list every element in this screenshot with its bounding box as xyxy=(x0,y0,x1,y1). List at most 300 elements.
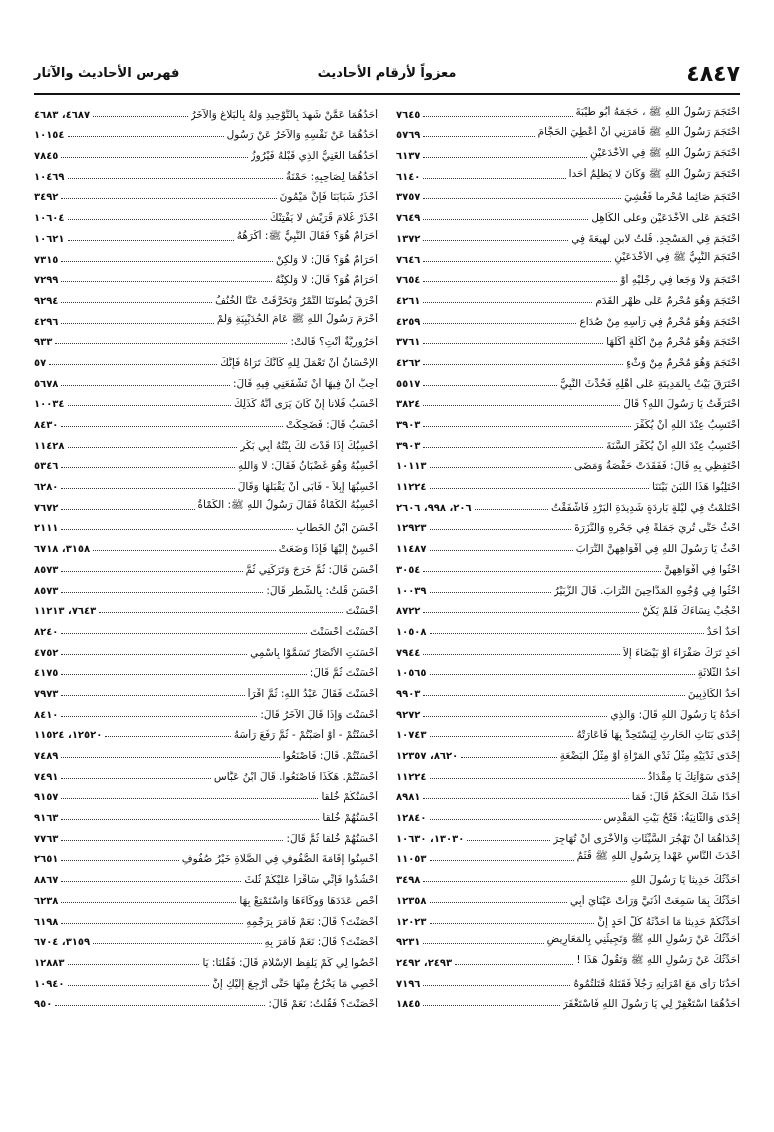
left-column xyxy=(34,100,378,1010)
hadith-incipit: أَحْصَنْتَ؟ قَالَ: نَعَمْ فَأَمَرَ بِرَجْمِهِ xyxy=(246,915,378,928)
index-entry xyxy=(396,679,740,700)
hadith-number: ٦١٣٧ xyxy=(396,151,421,163)
dot-leader xyxy=(61,466,235,468)
index-entry xyxy=(34,845,378,866)
dot-leader xyxy=(423,694,684,696)
header-divider xyxy=(34,93,740,95)
dot-leader xyxy=(475,508,548,510)
hadith-incipit: أَحَرَامٌ هُوَ؟ قَالَ: لَا وَلَكِنَّهُ xyxy=(275,274,378,287)
index-entry xyxy=(396,162,740,183)
index-entry xyxy=(34,203,378,224)
dot-leader xyxy=(61,260,273,262)
hadith-number: ١٢٨٤٠ xyxy=(396,813,427,825)
hadith-number: ٧٦٤٥ xyxy=(396,109,421,121)
hadith-number: ١٠١١٣ xyxy=(396,461,427,473)
hadith-incipit: أَحْسَنَ ابْنُ الْخَطَّابِ xyxy=(296,522,378,535)
index-entry xyxy=(396,534,740,555)
hadith-incipit: أَحَدُ الثَّلاثَةِ xyxy=(697,667,740,680)
index-entry xyxy=(34,514,378,535)
dot-leader xyxy=(430,735,574,737)
hadith-incipit: احْتَجَمَ وَهُوَ مُحْرِمٌ مِنْ أَكْلَةٍ أَكَلَهَا xyxy=(606,336,740,349)
hadith-number: ٦١٩٨ xyxy=(34,916,59,928)
dot-leader xyxy=(61,197,276,199)
dot-leader xyxy=(423,135,534,137)
hadith-number: ١٠١٥٤ xyxy=(34,130,65,142)
dot-leader xyxy=(61,591,263,593)
dot-leader xyxy=(61,508,194,510)
index-entry xyxy=(34,410,378,431)
hadith-incipit: احْتَجَمَ رَسُولُ اللَّهِ ﷺ وَكَانَ لَا يَظْلِمُ أَحَداً xyxy=(568,167,740,180)
dot-leader xyxy=(68,984,210,986)
hadith-number: ٦٢٨٠ xyxy=(34,482,59,494)
hadith-number: ٤٢٦٢ xyxy=(396,357,421,369)
index-entry xyxy=(396,224,740,245)
dot-leader xyxy=(423,197,621,199)
dot-leader xyxy=(61,156,247,158)
index-entry xyxy=(396,638,740,659)
hadith-incipit: أَحْسَنَتِ الأَنْصَارُ تَسَمَّوْا بِاسْمِي xyxy=(250,646,378,659)
dot-leader xyxy=(423,156,587,158)
hadith-incipit: أَحْسِنُوا إِقَامَةَ الصُّفُوفِ فِي الصَّلَاةِ خَيْرُ صُفُوفِ xyxy=(181,853,378,866)
dot-leader xyxy=(61,839,283,841)
hadith-number: ٥٥١٧ xyxy=(396,378,421,390)
hadith-number: ٤٧٥٢ xyxy=(34,647,59,659)
dot-leader xyxy=(93,942,261,944)
hadith-incipit: احْتَجَمَ وَهُوَ مُحْرِمٌ مِنْ وَثْءٍ xyxy=(626,356,740,369)
hadith-incipit: أَحَدُنَا رَأَى مَعَ امْرَأَتِهِ رَجُلاً فَقَتَلَهُ قَتَلْتُمُوهُ xyxy=(573,977,740,990)
hadith-number: ٣٩٠٣ xyxy=(396,420,421,431)
dot-leader xyxy=(61,777,211,779)
hadith-number: ٧٦٧٢ xyxy=(34,502,59,514)
dot-leader xyxy=(61,797,318,799)
hadith-number: ٣١٥٨، ٦٧١٨ xyxy=(34,544,91,556)
index-entry xyxy=(396,700,740,721)
hadith-number: ٩٢٣١ xyxy=(396,937,421,949)
index-entry xyxy=(396,493,740,514)
hadith-incipit: أَحْسِبُهَا إِبِلاً - فَأَبَى أَنْ يَقْبَلَهَا وَقَالَ xyxy=(237,481,378,494)
hadith-number: ٩٢٩٤ xyxy=(34,295,59,307)
hadith-number: ١١٢٢٤ xyxy=(396,482,427,494)
hadith-incipit: احْتَلِبُوا هَذَا اللَّبَنَ بَيْنَنَا xyxy=(652,481,740,494)
hadith-incipit: أَحْدَثَ النَّاسِ عَهْداً بِرَسُولِ اللَّهِ ﷺ قُثَمُ xyxy=(576,850,740,863)
hadith-incipit: احْتَجَمَ رَسُولُ اللَّهِ ﷺ ، حَجَمَهُ أَبُو طَيْبَةَ xyxy=(575,105,740,118)
hadith-number: ١٢٥٢٠، ١١٥٢٤ xyxy=(34,730,103,742)
dot-leader xyxy=(423,280,617,282)
index-entry xyxy=(396,783,740,804)
index-entry xyxy=(396,307,740,328)
hadith-number: ١٠٧٤٣ xyxy=(396,730,427,742)
hadith-incipit: أَحَدُهُمَا عَمَّنْ شَهِدَ بِالتَّوْحِيدِ وَلَهُ بِالْبَلَاغِ وَالآخَرُ xyxy=(190,108,378,121)
dot-leader xyxy=(423,322,576,324)
hadith-number: ٧١٩٦ xyxy=(396,978,421,990)
hadith-incipit: أُحَدِّثُكُمْ حَدِيثاً مَا أَحَدَّثَهُ كُلَّ أَحَدٍ إِنَّ xyxy=(597,915,740,928)
dot-leader xyxy=(423,1004,559,1006)
hadith-number: ٤٦٨٧، ٤٦٨٣ xyxy=(34,109,91,121)
index-entry xyxy=(34,328,378,349)
hadith-number: ٣٤٩٨ xyxy=(396,875,421,887)
hadith-number: ٦١٤٠ xyxy=(396,171,421,183)
hadith-incipit: أَحْصَنْتَ؟ قَالَ: نَعَمْ فَأَمَرَ بِهِ xyxy=(264,936,378,949)
hadith-number: ٧٧٦٣ xyxy=(34,833,59,845)
hadith-number: ١٠٦٠٤ xyxy=(34,213,65,225)
hadith-incipit: أَحَدًا شَكَّ الْحَكَمُ قَالَ: فَمَا xyxy=(631,791,740,804)
hadith-incipit: أَحْسَنْتُمْ. قَالَ: فَاصْنَعُوا xyxy=(282,750,378,762)
dot-leader xyxy=(61,715,257,717)
hadith-incipit: أَحْذَرُ شَبَابَنَا فَإِنَّ مَيْمُونَ xyxy=(279,191,378,204)
hadith-incipit: أَحَدُهُمَا اسْتَغْفِرْ لِي يَا رَسُولَ اللَّهِ فَاسْتَغْفَرَ xyxy=(562,998,740,1011)
hadith-incipit: إِحْدَاهُمَا أَنْ تَهْجُرَ السَّيِّئَاتِ وَالأُخْرَى أَنْ تُهَاجِرَ xyxy=(553,832,740,845)
hadith-incipit: أَحْصُوا لِي كَمْ يَلْفِظُ الإِسْلَامَ قَالَ: فَقُلْنَا: يَا xyxy=(202,956,378,969)
index-entry xyxy=(396,100,740,121)
hadith-number: ٣٨٢٤ xyxy=(396,399,421,411)
index-entry xyxy=(396,886,740,907)
hadith-incipit: أَحَدُهُمَا عَنْ نَفْسِهِ وَالآخَرُ عَنْ رَسُولِ xyxy=(226,129,378,142)
hadith-incipit: احْتَجَمَ وَهُوَ مُحْرِمٌ عَلَى ظَهْرِ الْقَدَمِ xyxy=(595,294,740,307)
dot-leader xyxy=(423,653,619,655)
hadith-number: ٨٢٤٠ xyxy=(34,626,59,638)
dot-leader xyxy=(430,591,551,593)
hadith-incipit: أَحْصَنْتَ؟ فَقُلْتُ: نَعَمْ قَالَ: xyxy=(268,998,378,1011)
index-entry xyxy=(34,493,378,514)
index-entry xyxy=(34,452,378,473)
dot-leader xyxy=(61,528,293,530)
hadith-number: ١٣٧٢ xyxy=(396,233,421,245)
index-entry xyxy=(396,969,740,990)
dot-leader xyxy=(68,446,238,448)
index-entry xyxy=(396,472,740,493)
index-entry xyxy=(34,824,378,845)
hadith-number: ٩٥٠ xyxy=(34,999,53,1011)
hadith-number: ١٠٤٦٩ xyxy=(34,171,65,183)
dot-leader xyxy=(99,611,343,613)
dot-leader xyxy=(61,280,272,282)
hadith-incipit: أَحَدُهُ يَا رَسُولَ اللَّهِ قَالَ: وَالَّذِي xyxy=(610,708,740,721)
index-entry xyxy=(34,534,378,555)
dot-leader xyxy=(61,487,234,489)
hadith-incipit: الإِحْسَانُ أَنْ تَعْمَلَ لِلَّهِ كَأَنَّكَ تَرَاهُ فَإِنَّكَ xyxy=(220,356,378,369)
index-entry xyxy=(396,824,740,845)
section-title: معزواً لأرقام الأحاديث xyxy=(317,66,457,81)
index-entry xyxy=(396,659,740,680)
dot-leader xyxy=(61,818,319,820)
hadith-number: ٤٢٥٩ xyxy=(396,316,421,328)
hadith-incipit: أَحْسَنْتَ ثُمَّ قَالَ: xyxy=(309,667,378,680)
dot-leader xyxy=(423,570,661,572)
index-entry xyxy=(34,390,378,411)
index-entry xyxy=(396,990,740,1011)
hadith-incipit: أَحَرَامٌ هُوَ؟ قَالَ: لَا وَلَكِنْ xyxy=(276,253,378,266)
dot-leader xyxy=(430,777,645,779)
hadith-incipit: أَحْسَبُ قَالَ: فَضَحِكَتْ xyxy=(285,419,378,431)
hadith-incipit: أَحَدٍ تَرَكَ صَفْرَاءَ أَوْ بَيْضَاءَ إِلاَّ xyxy=(622,646,740,659)
hadith-number: ٤١٧٥ xyxy=(34,668,59,680)
hadith-number: ٤٢٩٦ xyxy=(34,316,59,328)
hadith-incipit: أَحْصِ عَدَدَهَا وَوِكَاءَهَا وَاسْتَمْتِعْ بِهَا xyxy=(239,894,378,907)
hadith-number: ٣٠٥٤ xyxy=(396,564,421,576)
index-entry xyxy=(396,576,740,597)
hadith-number: ٤٢٦١ xyxy=(396,295,421,307)
dot-leader xyxy=(55,342,287,344)
hadith-number: ٧٦٤٩ xyxy=(396,213,421,225)
hadith-number: ٧٨٤٥ xyxy=(34,151,59,163)
index-entry xyxy=(34,100,378,121)
hadith-incipit: احْتَرَقَ بَيْتٌ بِالْمَدِينَةِ عَلَى أَهْلِهِ فَحُدِّثَ النَّبِيُّ xyxy=(559,377,740,390)
dot-leader xyxy=(423,384,557,386)
hadith-number: ٥٧ xyxy=(34,357,47,369)
index-entry xyxy=(396,328,740,349)
hadith-incipit: أَحْرَمَ رَسُولُ اللَّهِ ﷺ عَامَ الْحُدَيْبِيَةِ وَلَمْ xyxy=(216,312,378,325)
index-entry xyxy=(396,741,740,762)
hadith-incipit: أَحَدُ الْكَاذِبِينَ xyxy=(687,687,740,700)
hadith-incipit: إِحْدَى ثَدْيَيْهِ مِثْلُ ثَدْيِ الْمَرْأَةِ أَوْ مِثْلُ الْبَضْعَةِ xyxy=(559,750,740,762)
hadith-number: ٧٤٨٩ xyxy=(34,751,59,762)
index-entry xyxy=(34,721,378,742)
page-header xyxy=(34,62,740,90)
index-entry xyxy=(34,990,378,1011)
dot-leader xyxy=(61,901,236,903)
index-entry xyxy=(34,431,378,452)
hadith-number: ٩١٥٧ xyxy=(34,792,59,804)
dot-leader xyxy=(423,611,639,613)
index-entry xyxy=(396,948,740,969)
dot-leader xyxy=(68,404,231,406)
dot-leader xyxy=(430,901,567,903)
hadith-incipit: احْجُبْ نِسَاءَكَ فَلَمْ يَكُنْ xyxy=(642,605,740,618)
hadith-incipit: أَحْسَنُهُمْ خُلُقاً ثُمَّ قَالَ: xyxy=(286,832,378,845)
hadith-number: ١١٢٢٤ xyxy=(396,771,427,783)
index-entry xyxy=(34,141,378,162)
hadith-incipit: احْتَجَمَ وَلَا وَجَعاً فِي رِجْلَيْهِ أَوْ xyxy=(620,274,740,287)
hadith-number: ٩٢٧٢ xyxy=(396,709,421,721)
hadith-incipit: أُحَدِّثُكَ عَنْ رَسُولِ اللَّهِ ﷺ وَتَقُولُ هَذَا ! xyxy=(576,953,740,966)
hadith-number: ٧٦٤٦ xyxy=(396,254,421,266)
right-column xyxy=(396,100,740,1010)
dot-leader xyxy=(61,922,243,924)
dot-leader xyxy=(423,984,570,986)
index-entry xyxy=(34,183,378,204)
index-entry xyxy=(34,555,378,576)
hadith-number: ١٠٩٤٠ xyxy=(34,978,65,990)
dot-leader xyxy=(49,363,217,365)
dot-leader xyxy=(61,570,242,572)
dot-leader xyxy=(61,673,306,675)
hadith-number: ٧٩٧٣ xyxy=(34,688,59,700)
hadith-incipit: أُحَدِّثُكَ عَنْ رَسُولِ اللَّهِ ﷺ وَتَجِيئُنِي بِالْمَعَارِيضِ xyxy=(546,933,740,946)
hadith-incipit: احْتَجَمَ فِي الْمَسْجِدِ. قُلْتُ لابن لَهِيعَةَ فِي xyxy=(571,232,740,245)
hadith-number: ١٢٨٨٣ xyxy=(34,957,65,969)
hadith-number: ٧٦٥٤ xyxy=(396,275,421,287)
hadith-incipit: أُحَدِّثُكَ بِمَا سَمِعَتْ أُذُنَيَّ وَرَأَتْ عَيْنَايَ أَبِي xyxy=(570,894,740,907)
index-entry xyxy=(34,659,378,680)
dot-leader xyxy=(467,839,550,841)
index-entry xyxy=(34,597,378,618)
index-entry xyxy=(34,886,378,907)
index-entry xyxy=(34,617,378,638)
hadith-incipit: إِحْدَى بَنَاتِ الْحَارِثِ لِيَسْتَحِدَّ بِهَا فَأَعَارَتْهُ xyxy=(576,729,740,742)
dot-leader xyxy=(55,1004,265,1006)
index-entry xyxy=(396,597,740,618)
dot-leader xyxy=(430,549,573,551)
hadith-number: ٧٤٩١ xyxy=(34,771,59,783)
hadith-number: ٨٤٣٠ xyxy=(34,420,59,431)
dot-leader xyxy=(68,963,200,965)
dot-leader xyxy=(61,756,279,758)
index-entry xyxy=(34,928,378,949)
index-entry xyxy=(396,286,740,307)
dot-leader xyxy=(430,528,572,530)
hadith-incipit: أَحْسِنْ إِلَيْهَا فَإِذَا وَضَعَتْ xyxy=(278,543,378,556)
dot-leader xyxy=(455,963,573,965)
hadith-incipit: احْثُوا فِي أَفْوَاهِهِنَّ xyxy=(663,563,740,576)
index-entry xyxy=(34,245,378,266)
dot-leader xyxy=(423,880,627,882)
dot-leader xyxy=(461,756,556,758)
dot-leader xyxy=(430,922,595,924)
index-entry xyxy=(34,865,378,886)
hadith-incipit: أَحْتَسِبُ عِنْدَ اللَّهِ أَنْ يُكَفِّرَ xyxy=(633,419,740,431)
hadith-number: ٥٧٦٩ xyxy=(396,130,421,142)
hadith-incipit: احْتَجَمَ رَسُولُ اللَّهِ ﷺ فَأَمَرَنِي أَنْ أُعْطِيَ الْحَجَّامَ xyxy=(537,126,740,139)
dot-leader xyxy=(61,880,241,882)
hadith-number: ١١٤٢٨ xyxy=(34,440,65,452)
dot-leader xyxy=(61,301,212,303)
index-entry xyxy=(396,369,740,390)
dot-leader xyxy=(423,115,572,117)
dot-leader xyxy=(423,446,603,448)
hadith-incipit: إِحْدَى وَالثَّانِيَةُ: فَتْحُ بَيْتِ الْمَقْدِسِ xyxy=(603,812,740,825)
hadith-number: ٦٢٣٨ xyxy=(34,895,59,907)
index-entry xyxy=(34,803,378,824)
index-entry xyxy=(34,576,378,597)
dot-leader xyxy=(68,177,283,179)
hadith-incipit: احْتَفِظِي بِهِ قَالَ: فَفَقَدَتْ حَفْصَةُ وَمَضَى xyxy=(573,460,740,473)
hadith-number: ١٠٦٢١ xyxy=(34,233,65,245)
hadith-number: ٣٩٠٣ xyxy=(396,440,421,452)
hadith-number: ١٣٠٣٠، ١٠٦٣٠ xyxy=(396,833,465,845)
hadith-number: ٧٦٤٣، ١١٢١٣ xyxy=(34,606,97,618)
dot-leader xyxy=(423,715,607,717)
page-number: ٤٨٤٧ xyxy=(686,62,740,87)
hadith-number: ٧٣١٥ xyxy=(34,254,59,266)
hadith-number: ٢١١١ xyxy=(34,523,59,535)
hadith-incipit: احْتَلَمْتُ فِي لَيْلَةٍ بَارِدَةٍ شَدِيدَةِ الْبَرْدِ فَأَشْفَقْتُ xyxy=(550,501,740,514)
hadith-incipit: أَحْسَبُ فُلَاناً إِنْ كَانَ يَرَى أَنَّهُ كَذَلِكَ xyxy=(233,398,378,411)
hadith-number: ١٠٠٣٩ xyxy=(396,585,427,597)
index-entry xyxy=(34,348,378,369)
dot-leader xyxy=(105,735,230,737)
hadith-incipit: أُحِبُّ أَنْ فِيهَا أَنْ تَشْفَعَنِي فِيهِ قَالَ: xyxy=(232,377,378,390)
hadith-number: ٨٥٧٣ xyxy=(34,564,59,576)
hadith-incipit: احْتَرَقْتُ يَا رَسُولَ اللَّهِ؟ قَالَ xyxy=(623,398,740,411)
book-title: فهرس الأحاديث والآثار xyxy=(34,66,180,81)
dot-leader xyxy=(423,942,543,944)
hadith-number: ١٢٣٥٨ xyxy=(396,895,427,907)
hadith-incipit: احْشُدُوا فَإِنِّي سَأَقْرَأُ عَلَيْكُمْ ثُلُثَ xyxy=(244,874,378,887)
index-entry xyxy=(396,721,740,742)
hadith-incipit: احْثُ حَتَّى تُرِيَ جَمَلَةً فِي جَحْرِهِ وَالنَّزَرَةَ xyxy=(574,522,740,535)
hadith-number: ٨٩٨١ xyxy=(396,792,421,804)
hadith-number: ٩١٦٣ xyxy=(34,813,59,825)
index-entry xyxy=(34,762,378,783)
index-entry xyxy=(396,928,740,949)
hadith-number: ٢٦٥١ xyxy=(34,854,59,866)
hadith-incipit: أَحْسَنْتَ أَحْسَنْتَ xyxy=(310,625,378,638)
index-entry xyxy=(34,679,378,700)
hadith-incipit: أَحَدُهُمَا الْغَنِيُّ الَّذِي قَبْلَهُ فَيْرُوزُ xyxy=(250,150,378,163)
index-entry xyxy=(396,514,740,535)
hadith-incipit: أَحْسَنَ قَالَ: ثُمَّ خَرَجَ وَتَرَكَنِي ثُمَّ xyxy=(245,563,378,576)
index-entry xyxy=(34,907,378,928)
index-entry xyxy=(396,203,740,224)
index-entry xyxy=(34,700,378,721)
index-entry xyxy=(396,762,740,783)
dot-leader xyxy=(423,363,623,365)
hadith-number: ١٢٩٢٣ xyxy=(396,523,427,535)
hadith-number: ١٨٤٥ xyxy=(396,999,421,1011)
index-entry xyxy=(34,948,378,969)
hadith-number: ٩٩٠٣ xyxy=(396,688,421,700)
hadith-incipit: احْتَجَمَ رَسُولُ اللَّهِ ﷺ فِي الأَخْدَعَيْنِ xyxy=(590,147,740,160)
hadith-number: ١٠٥٦٥ xyxy=(396,668,427,680)
hadith-incipit: أَحَرَامٌ هُوَ؟ فَقَالَ النَّبِيُّ ﷺ: أَكْرَهُهُ xyxy=(236,229,378,242)
hadith-number: ٧٩٤٤ xyxy=(396,647,421,659)
index-entry xyxy=(34,741,378,762)
hadith-incipit: احْتَجَمَ النَّبِيُّ ﷺ فِي الأَخْدَعَيْنِ xyxy=(614,250,740,263)
hadith-incipit: أُحَدِّثُكَ حَدِيثاً يَا رَسُولَ اللَّهِ xyxy=(630,874,740,887)
dot-leader xyxy=(68,239,234,241)
index-entry xyxy=(34,783,378,804)
hadith-number: ٨٥٧٣ xyxy=(34,585,59,597)
hadith-number: ١٠٥٠٨ xyxy=(396,626,427,638)
index-entry xyxy=(396,141,740,162)
hadith-number: ٧٢٩٩ xyxy=(34,275,59,287)
index-entry xyxy=(396,410,740,431)
index-entry xyxy=(396,555,740,576)
index-entry xyxy=(34,286,378,307)
hadith-number: ١١٠٥٣ xyxy=(396,854,427,866)
hadith-incipit: أَحْسَنْتَ xyxy=(345,605,378,618)
dot-leader xyxy=(68,218,267,220)
dot-leader xyxy=(61,632,307,634)
hadith-incipit: أَحْسِبُكَ إِذَا قَدْتَ لَكَ بِنْتُهُ أَبِي بَكْرٍ xyxy=(240,439,378,452)
dot-leader xyxy=(423,404,620,406)
hadith-number: ٢٠٦، ٩٩٨، ٢٦٠٦ xyxy=(396,502,472,514)
hadith-incipit: أَحْصِي مَا يَخْرُجُ مِنْهَا حَتَّى أَرْجِعَ إِلَيْكِ إِنَّ xyxy=(212,977,378,990)
hadith-number: ١٢٠٢٣ xyxy=(396,916,427,928)
hadith-incipit: احْثُ يَا رَسُولَ اللَّهِ فِي أَفْوَاهِهِنَّ التُّرَابَ xyxy=(575,543,740,556)
index-entry xyxy=(396,865,740,886)
dot-leader xyxy=(423,218,588,220)
hadith-incipit: أَحْسَنُكُمْ خُلُقاً xyxy=(321,791,378,804)
hadith-number: ٥٦٧٨ xyxy=(34,378,59,390)
dot-leader xyxy=(430,818,601,820)
dot-leader xyxy=(61,653,247,655)
hadith-number: ٣٧٦١ xyxy=(396,337,421,349)
index-entry xyxy=(34,638,378,659)
hadith-incipit: احْتَجَمَ عَلَى الأَخْدَعَيْنِ وعلى الكَاهِلِ xyxy=(591,212,740,225)
index-entry xyxy=(34,969,378,990)
dot-leader xyxy=(430,859,574,861)
hadith-incipit: أَحْسَنْتَ فَقَالَ عَبْدُ اللَّهِ: ثُمَّ اقْرَأْ xyxy=(247,687,378,700)
hadith-number: ٥٣٤٦ xyxy=(34,461,59,473)
dot-leader xyxy=(430,466,571,468)
hadith-incipit: أَحْتَسِبُ عِنْدَ اللَّهِ أَنْ يُكَفِّرَ السَّنَةَ xyxy=(606,439,740,452)
dot-leader xyxy=(430,487,650,489)
dot-leader xyxy=(423,260,611,262)
dot-leader xyxy=(61,425,282,427)
index-entry xyxy=(396,617,740,638)
hadith-number: ٣١٥٩، ٦٧٠٤ xyxy=(34,937,91,949)
